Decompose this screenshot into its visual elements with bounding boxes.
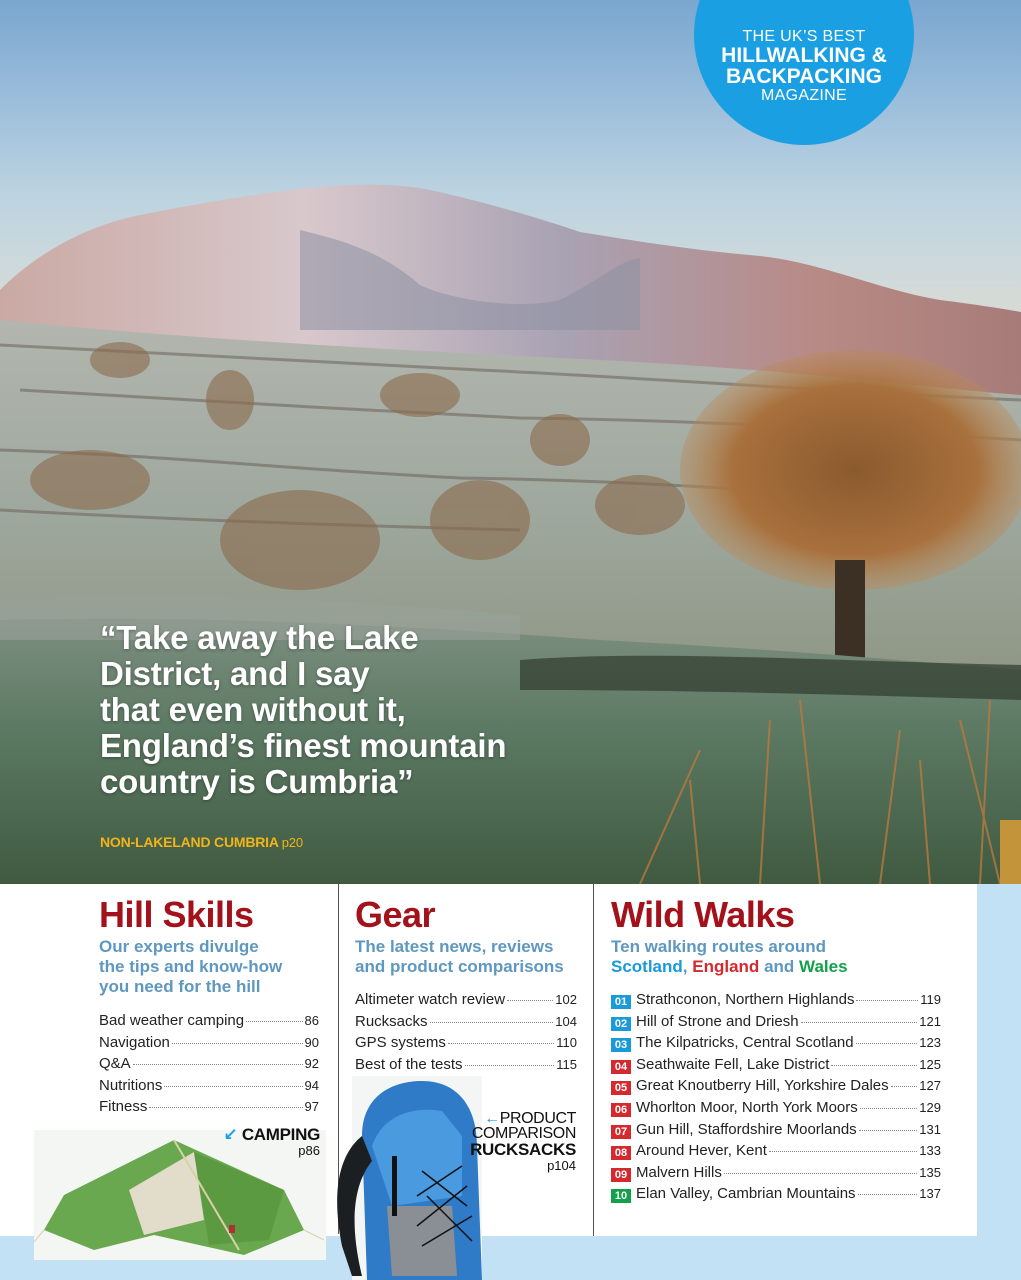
toc-item-label: Rucksacks [355,1012,428,1030]
arrow-left-icon: ← [484,1110,500,1127]
walk-number-badge: 03 [611,1038,631,1052]
leader-dots [172,1043,303,1044]
leader-dots [831,1065,917,1066]
toc-item[interactable] [355,1056,577,1078]
leader-dots [448,1043,554,1044]
subtitle-line: The latest news, reviews [355,937,554,956]
walk-label: Great Knoutberry Hill, Yorkshire Dales [636,1077,889,1095]
walk-number-badge: 07 [611,1125,631,1139]
section-title-gear: Gear [355,894,436,935]
toc-item-label: Best of the tests [355,1055,463,1073]
walk-item[interactable] [611,1077,941,1099]
walk-number-badge: 06 [611,1103,631,1117]
walk-label: Elan Valley, Cambrian Mountains [636,1185,856,1203]
toc-item-page: 110 [556,1035,577,1050]
leader-dots [769,1151,917,1152]
callout-label: CAMPING [241,1125,320,1144]
walk-number-badge: 01 [611,995,631,1009]
subtitle-line: and product comparisons [355,957,564,976]
walk-label: Around Hever, Kent [636,1142,767,1160]
column-divider [593,884,594,1236]
region-comma: , [682,957,688,976]
toc-item[interactable] [99,1077,319,1099]
toc-item-page: 102 [555,992,577,1007]
leader-dots [856,1000,918,1001]
toc-item-label: Altimeter watch review [355,991,506,1008]
toc-hill-skills [99,1012,319,1120]
badge-line-2: HILLWALKING & [721,44,887,67]
pull-quote [100,620,620,800]
quote-line: “Take away the Lake [100,619,419,656]
toc-item-label: Q&A [99,1055,131,1072]
walk-item[interactable] [611,991,941,1013]
toc-gear [355,991,577,1077]
walk-number-badge: 02 [611,1017,631,1031]
region-wales: Wales [799,957,848,976]
callout-line-3: RUCKSACKS [470,1140,576,1159]
walk-label: The Kilpatricks, Central Scotland [636,1034,854,1052]
quote-line: England’s finest mountain [100,727,507,764]
walk-page: 121 [919,1013,941,1029]
leader-dots [801,1022,918,1023]
toc-item[interactable] [355,1034,577,1056]
toc-item-label: Navigation [99,1033,170,1051]
walk-number-badge: 08 [611,1146,631,1160]
toc-item[interactable] [99,1055,319,1077]
walk-page: 129 [919,1099,941,1115]
section-subtitle-wild-walks [611,937,848,977]
toc-item[interactable] [99,1034,319,1056]
toc-item-page: 104 [555,1013,577,1029]
feature-link-non-lakeland-cumbria[interactable] [100,834,303,850]
leader-dots [246,1021,302,1022]
leader-dots [430,1022,554,1023]
feature-page: p20 [281,835,303,850]
section-title-wild-walks: Wild Walks [611,894,795,935]
badge-line-1: THE UK’S BEST [742,28,866,45]
leader-dots [860,1108,918,1109]
toc-item-label: GPS systems [355,1034,446,1051]
walk-item[interactable] [611,1013,941,1035]
leader-dots [149,1107,302,1108]
walk-number-badge: 10 [611,1189,631,1203]
walk-number-badge: 04 [611,1060,631,1074]
quote-line: District, and I say [100,655,370,692]
toc-item-page: 94 [304,1077,319,1093]
leader-dots [507,1000,553,1001]
walk-item[interactable] [611,1185,941,1207]
toc-item-page: 90 [304,1034,319,1050]
toc-wild-walks [611,991,941,1207]
walk-label: Hill of Strone and Driesh [636,1012,799,1030]
walk-item[interactable] [611,1142,941,1164]
region-england: England [692,957,760,976]
callout-line-1: PRODUCT [499,1110,576,1127]
subtitle-line: Ten walking routes around [611,937,827,956]
walk-number-badge: 05 [611,1081,631,1095]
walk-label: Whorlton Moor, North York Moors [636,1098,858,1116]
walk-item[interactable] [611,1121,941,1143]
callout-product-comparison-rucksacks[interactable] [440,1111,576,1173]
toc-item-page: 115 [556,1056,577,1072]
walk-page: 123 [919,1035,941,1051]
leader-dots [133,1064,303,1065]
toc-item-page: 92 [304,1056,319,1071]
toc-item-label: Fitness [99,1098,148,1115]
region-and: and [764,957,795,976]
subtitle-line: Our experts divulge [99,937,259,956]
leader-dots [858,1194,918,1195]
walk-item[interactable] [611,1164,941,1186]
rucksack-image [332,1076,492,1280]
walk-item[interactable] [611,1099,941,1121]
subtitle-line: you need for the hill [99,977,261,996]
leader-dots [859,1130,918,1131]
section-subtitle-gear [355,937,564,977]
subtitle-line: the tips and know-how [99,957,283,976]
walk-page: 131 [919,1121,941,1137]
section-title-hill-skills: Hill Skills [99,894,254,935]
section-subtitle-hill-skills [99,937,282,997]
leader-dots [164,1086,302,1087]
toc-item-label: Bad weather camping [99,1012,245,1029]
quote-line: country is Cumbria” [100,763,414,800]
walk-label: Strathconon, Northern Highlands [636,991,855,1008]
toc-item-page: 86 [304,1013,319,1028]
walk-page: 119 [920,992,941,1007]
walk-item[interactable] [611,1034,941,1056]
toc-item[interactable] [355,1013,577,1035]
quote-line: that even without it, [100,691,406,728]
callout-page: p104 [547,1158,576,1173]
leader-dots [856,1043,918,1044]
toc-item-page: 97 [304,1099,319,1114]
toc-item[interactable] [99,1098,319,1120]
walk-page: 133 [919,1143,941,1159]
toc-item-label: Nutritions [99,1076,163,1094]
toc-item[interactable] [99,1012,319,1034]
callout-line-2: COMPARISON [471,1125,576,1142]
walk-item[interactable] [611,1056,941,1078]
leader-dots [891,1086,918,1087]
badge-line-4: MAGAZINE [761,87,847,104]
leader-dots [724,1173,917,1174]
subtitle-line [611,957,848,977]
walk-page: 127 [919,1078,941,1094]
walk-page: 125 [919,1056,941,1072]
walk-label: Malvern Hills [636,1163,722,1181]
leader-dots [465,1065,555,1066]
region-scotland: Scotland [611,957,683,976]
callout-page: p86 [298,1143,320,1158]
callout-camping[interactable] [200,1126,320,1158]
walk-page: 137 [919,1186,941,1202]
badge-line-3: BACKPACKING [726,65,882,88]
arrow-down-left-icon: ↙ [223,1125,238,1144]
walk-number-badge: 09 [611,1168,631,1182]
walk-label: Gun Hill, Staffordshire Moorlands [636,1120,857,1138]
walk-page: 135 [919,1164,941,1180]
walk-label: Seathwaite Fell, Lake District [636,1055,830,1073]
feature-label: NON-LAKELAND CUMBRIA [100,834,279,850]
toc-item[interactable] [355,991,577,1013]
